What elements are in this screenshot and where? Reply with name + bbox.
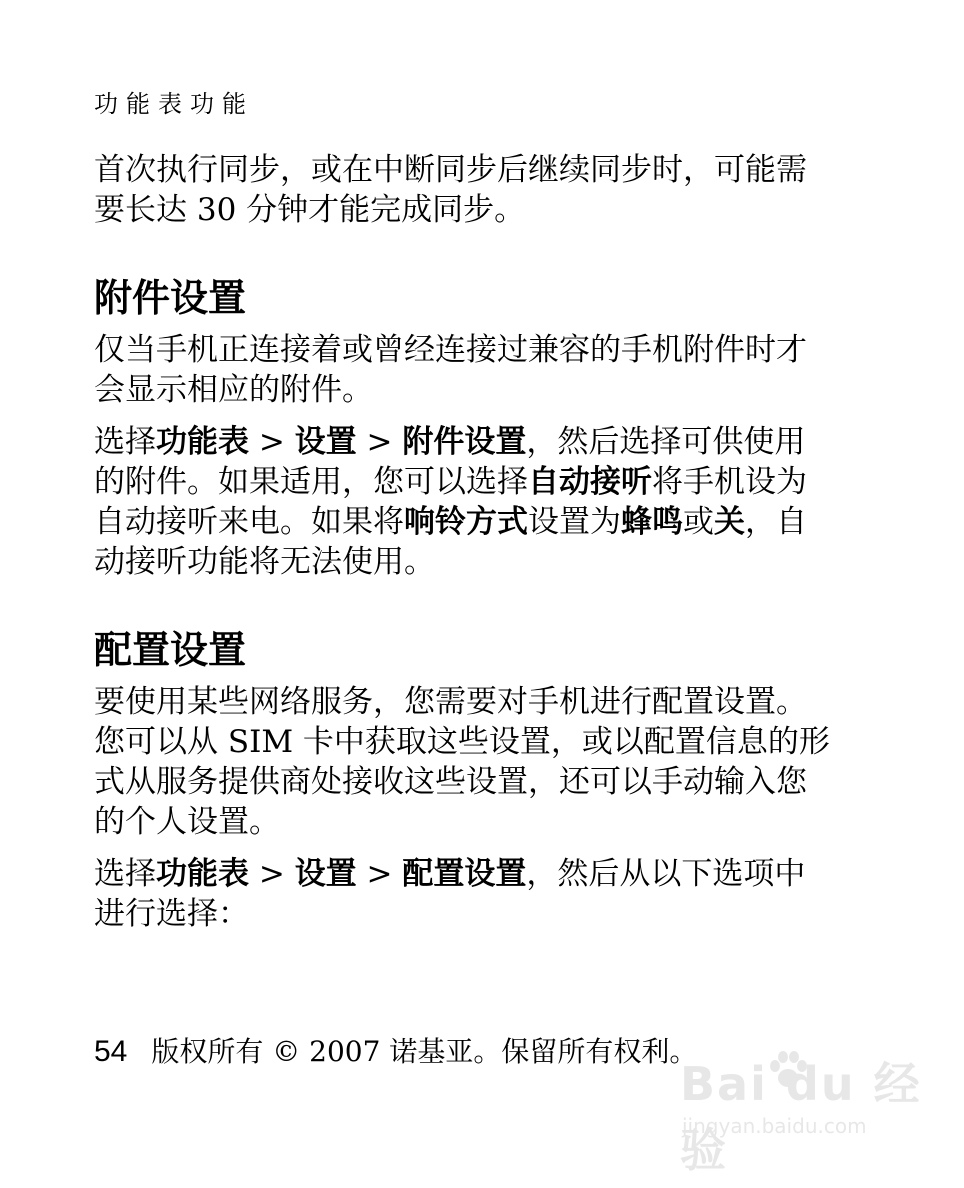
menu-path-settings: 设置	[294, 856, 357, 892]
text-run: 设置为	[528, 504, 621, 540]
menu-path-configuration-settings: 配置设置	[402, 856, 527, 892]
text-run: >	[356, 856, 403, 892]
watermark-url: jingyan.baidu.com	[682, 1114, 867, 1138]
paw-icon	[766, 1048, 810, 1092]
text-run: ，然后选择可供使用的附件。如果适用，您可以选择	[94, 424, 806, 500]
configuration-paragraph-1: 要使用某些网络服务，您需要对手机进行配置设置。您可以从 SIM 卡中获取这些设置，或以配置信息的形式从服务提供商处接收这些设置，还可以手动输入您的个人设置。	[94, 684, 830, 840]
section-title-configuration-settings: 配置设置	[94, 628, 247, 672]
text-run: ，然后从以下选项中进行选择：	[94, 856, 806, 932]
menu-path-accessory-settings: 附件设置	[402, 424, 527, 460]
configuration-paragraph-2	[94, 854, 834, 934]
text-run: 选择	[94, 856, 156, 892]
watermark-logo-text: Bai du 经验	[680, 1057, 922, 1177]
intro-paragraph: 首次执行同步，或在中断同步后继续同步时，可能需要长达 30 分钟才能完成同步。	[94, 152, 807, 228]
text-run: >	[356, 424, 403, 460]
text-run: ，自动接听功能将无法使用。	[94, 504, 807, 580]
section-title-accessory-settings: 附件设置	[94, 276, 247, 320]
accessory-paragraph-1: 仅当手机正连接着或曾经连接过兼容的手机附件时才会显示相应的附件。	[94, 332, 807, 408]
text-run: 选择	[94, 424, 156, 460]
page-number: 54	[94, 1035, 128, 1068]
text-run: 将手机设为自动接听来电。如果将	[94, 464, 807, 540]
option-off: 关	[714, 504, 745, 540]
menu-path-settings: 设置	[294, 424, 357, 460]
copyright-notice: 版权所有 © 2007 诺基亚。保留所有权利。	[151, 1035, 698, 1068]
running-head: 功能表功能	[94, 90, 254, 118]
option-beep: 蜂鸣	[621, 504, 683, 540]
text-run: >	[249, 856, 295, 892]
menu-path-functions: 功能表	[156, 856, 249, 892]
baidu-jingyan-watermark	[680, 1048, 930, 1177]
page-footer	[94, 1034, 697, 1070]
option-auto-answer: 自动接听	[528, 464, 652, 500]
accessory-paragraph-2	[94, 422, 834, 582]
option-ringing-type: 响铃方式	[404, 504, 528, 540]
text-run: >	[249, 424, 295, 460]
menu-path-functions: 功能表	[156, 424, 249, 460]
text-run: 或	[683, 504, 714, 540]
